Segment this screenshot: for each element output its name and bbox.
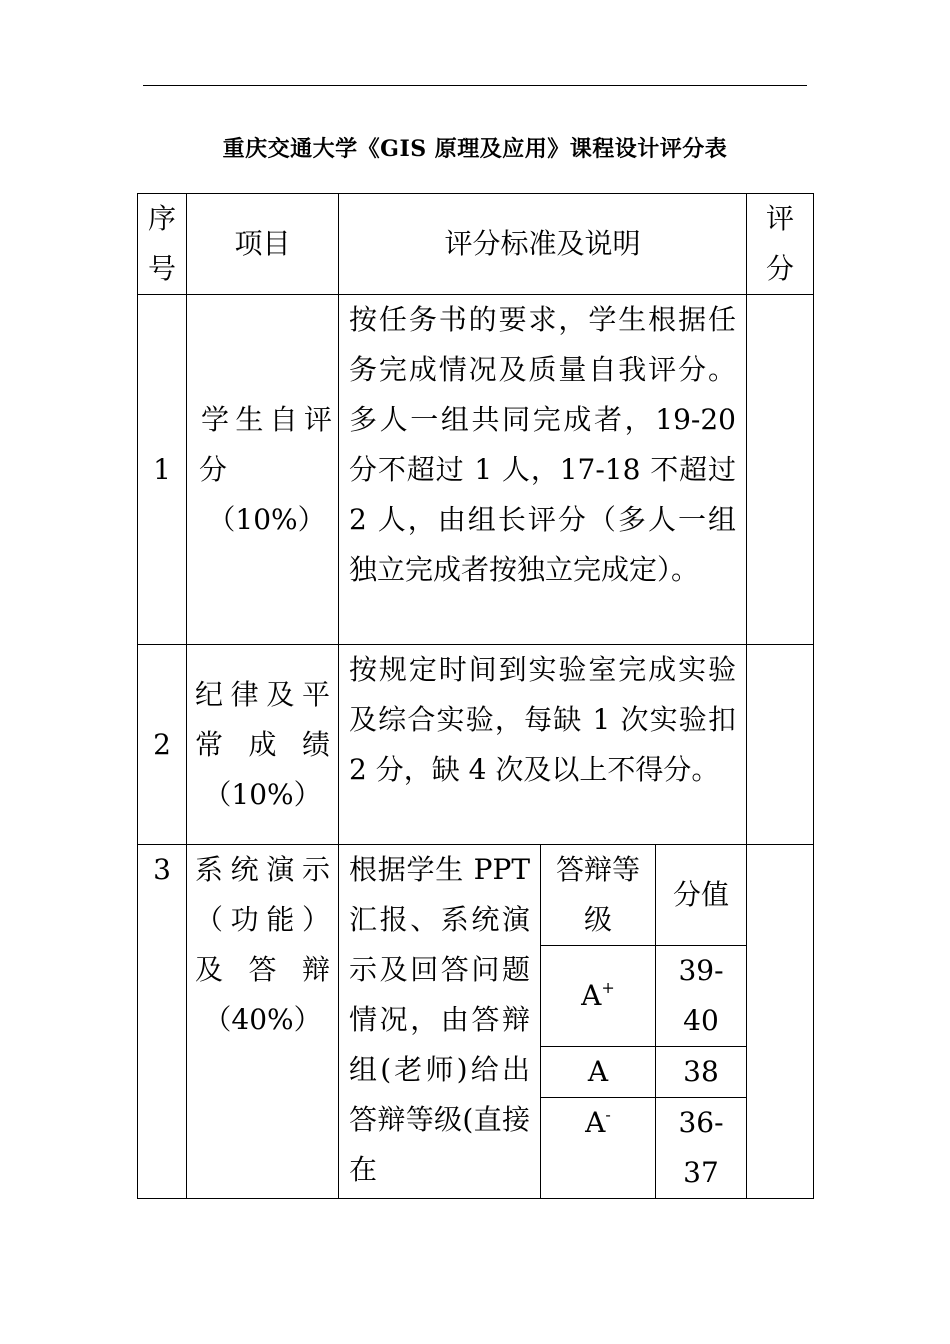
- subtable-grade-header: [541, 845, 656, 946]
- item-line: （功能）: [195, 903, 330, 936]
- row-index: 1: [138, 295, 187, 645]
- grade-cell: [541, 1047, 656, 1098]
- top-rule: [143, 85, 807, 86]
- value-line-2: 37: [683, 1156, 719, 1189]
- row-item: [187, 645, 339, 845]
- row-item: [187, 845, 339, 1199]
- value-line-1: 38: [683, 1055, 719, 1088]
- item-weight: （10%）: [207, 502, 326, 536]
- header-item: 项目: [187, 194, 339, 295]
- item-line: 纪律及平: [195, 677, 330, 711]
- document-title: 重庆交通大学《GIS 原理及应用》课程设计评分表: [222, 136, 728, 162]
- value-line-2: 40: [683, 1004, 719, 1037]
- row-score: [747, 845, 814, 1199]
- header-criteria: 评分标准及说明: [339, 194, 747, 295]
- grade-letter: A: [587, 1055, 609, 1088]
- item-line: 及答辩: [195, 953, 330, 986]
- item-line: 分: [199, 452, 228, 486]
- table-row: [138, 645, 814, 845]
- header-score-line-2: 分: [765, 252, 794, 285]
- row-score: [747, 295, 814, 645]
- row-criteria: 根据学生 PPT 汇报、系统演示及回答问题情况，由答辩组(老师)给出答辩等级(直接在: [339, 845, 541, 1199]
- item-line: 常成绩: [195, 727, 330, 761]
- subtable-value-header: 分值: [656, 845, 747, 946]
- row-index: 3: [138, 845, 187, 1199]
- grade-letter: A: [585, 1106, 606, 1139]
- grade-header-line-2: 级: [583, 903, 612, 936]
- value-cell: [656, 1047, 747, 1098]
- grade-header-line-1: 答辩等: [555, 853, 640, 886]
- item-line: 学生自评: [201, 402, 332, 436]
- value-line-1: 39-: [678, 954, 724, 987]
- scoring-table: [137, 193, 814, 1199]
- grade-modifier: +: [601, 978, 615, 997]
- item-weight: （40%）: [203, 1003, 322, 1036]
- header-row: [138, 194, 814, 295]
- row-score: [747, 645, 814, 845]
- row-criteria: 按规定时间到实验室完成实验及综合实验，每缺 1 次实验扣 2 分，缺 4 次及以上不得分。: [339, 645, 747, 845]
- grade-cell: [541, 1098, 656, 1199]
- grade-modifier: -: [605, 1105, 611, 1124]
- header-score: [747, 194, 814, 295]
- table-row: [138, 295, 814, 645]
- header-index: [138, 194, 187, 295]
- grade-cell: [541, 946, 656, 1047]
- value-cell: [656, 1098, 747, 1199]
- item-weight: （10%）: [203, 777, 322, 811]
- header-index-line-2: 号: [147, 252, 176, 285]
- grade-letter: A: [581, 979, 602, 1012]
- header-score-line-1: 评: [765, 202, 794, 235]
- value-cell: [656, 946, 747, 1047]
- value-line-1: 36-: [678, 1106, 724, 1139]
- item-line: 系统演示: [195, 853, 330, 886]
- row-item: [187, 295, 339, 645]
- header-index-line-1: 序: [147, 202, 176, 235]
- row-index: 2: [138, 645, 187, 845]
- table-row: [138, 845, 814, 946]
- row-criteria: 按任务书的要求，学生根据任务完成情况及质量自我评分。多人一组共同完成者，19-20 分不超过 1 人，17-18 不超过 2 人，由组长评分（多人一组独立完成者按独立完成定）。: [339, 295, 747, 645]
